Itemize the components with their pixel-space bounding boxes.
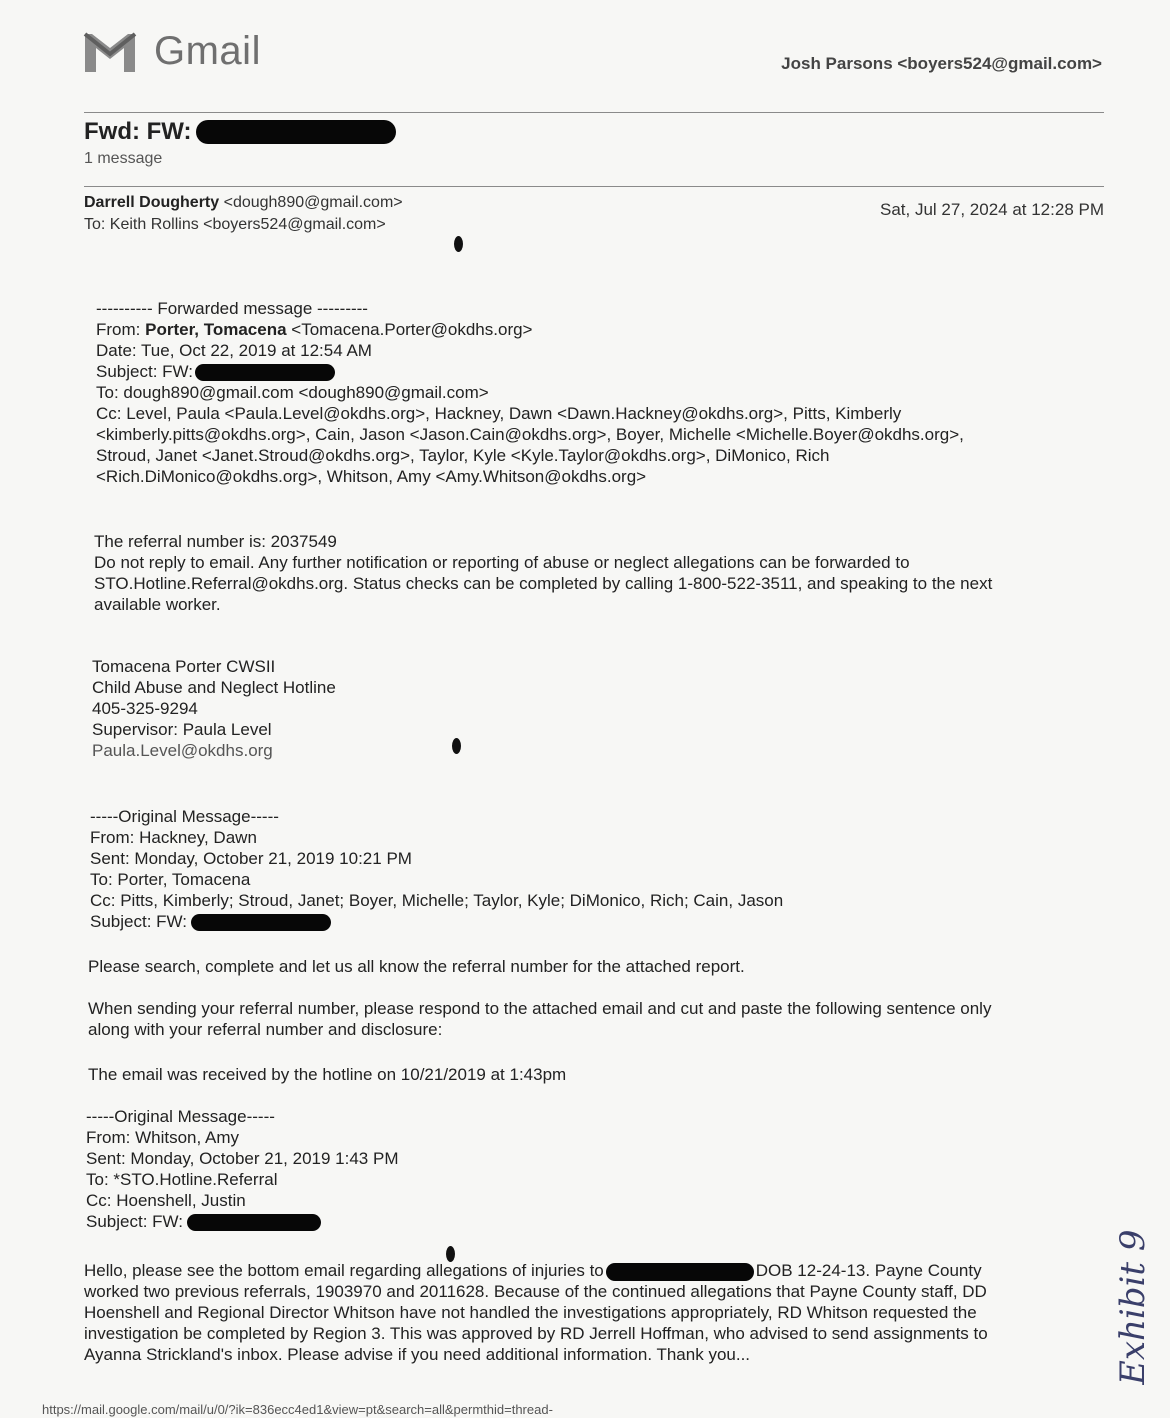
original-message-body: Please search, complete and let us all know the referral number for the attached report. [88, 957, 745, 976]
punch-hole-mark [452, 738, 461, 754]
subject-divider [84, 186, 1104, 187]
forwarded-divider: ---------- Forwarded message --------- [96, 299, 368, 318]
forwarded-cc-line: Cc: Level, Paula <Paula.Level@okdhs.org>, Hackney, Dawn <Dawn.Hackney@okdhs.org>, Pitts, Kimberly [96, 404, 902, 423]
thread-subject [84, 118, 396, 146]
forwarded-cc-line: <Rich.DiMonico@okdhs.org>, Whitson, Amy <Amy.Whitson@okdhs.org> [96, 467, 647, 486]
name-redaction [606, 1263, 754, 1281]
gmail-m-icon [82, 28, 138, 74]
subject-redaction [191, 914, 331, 931]
email-signature: Tomacena Porter CWSII Child Abuse and Neglect Hotline 405-325-9294 Supervisor: Paula Level Paula.Level@okdhs.org [92, 657, 336, 760]
received-sentence: The email was received by the hotline on 10/21/2019 at 1:43pm [88, 1065, 567, 1084]
recipient-line: To: Keith Rollins <boyers524@gmail.com> [84, 216, 386, 233]
sender-email: <dough890@gmail.com> [223, 194, 403, 211]
footer-url: https://mail.google.com/mail/u/0/?ik=836ecc4ed1&view=pt&search=all&permthid=thread- [42, 1402, 553, 1417]
referral-notice: The referral number is: 2037549 Do not reply to email. Any further notification or reporting of abuse or neglect allegations can be forwarded to STO.Hotline.Referral@okdhs.org. Status checks can be completed by calling 1-800-522-3511, and speaking to the next available worker. [94, 532, 993, 614]
forwarded-to: To: dough890@gmail.com <dough890@gmail.com> [96, 383, 489, 402]
forwarded-cc-line: <kimberly.pitts@okdhs.org>, Cain, Jason <Jason.Cain@okdhs.org>, Boyer, Michelle <Michelle.Boyer@okdhs.org>, [96, 425, 964, 444]
forwarded-date: Date: Tue, Oct 22, 2019 at 12:54 AM [96, 341, 372, 360]
original-message-instructions: When sending your referral number, please respond to the attached email and cut and paste the following sentence only along with your referral number and disclosure: [88, 999, 992, 1039]
subject-redaction [195, 364, 335, 381]
exhibit-handwriting [1110, 1215, 1160, 1385]
header-divider [84, 112, 1104, 113]
original-message-header: -----Original Message----- From: Whitson, Amy Sent: Monday, October 21, 2019 1:43 PM To: *STO.Hotline.Referral Cc: Hoenshell, Justin Subject: FW: [86, 1107, 399, 1231]
allegation-paragraph: Hello, please see the bottom email regarding allegations of injuries to DOB 12-24-13. Payne County worked two previous referrals, 1903970 and 2011628. Because of the continued allegations that Payne County staff, DD Hoenshell and Regional Director Whitson have not handled the investigations appropriately, RD Whitson requested the investigation be completed by Region 3. This was approved by RD Jerrell Hoffman, who advised to send assignments to Ayanna Strickland's inbox. Please advise if you need additional information. Thank you... [84, 1261, 988, 1364]
forwarded-subject: Subject: FW: [96, 361, 964, 382]
gmail-logo [82, 28, 261, 74]
account-label: Josh Parsons <boyers524@gmail.com> [781, 54, 1102, 73]
subject-redaction [187, 1214, 321, 1231]
forwarded-cc-line: Stroud, Janet <Janet.Stroud@okdhs.org>, Taylor, Kyle <Kyle.Taylor@okdhs.org>, DiMonico, Rich [96, 446, 830, 465]
forwarded-header [96, 298, 964, 487]
message-date: Sat, Jul 27, 2024 at 12:28 PM [880, 200, 1104, 219]
gmail-wordmark: Gmail [154, 28, 261, 73]
message-header [84, 192, 403, 236]
forwarded-from: From: Porter, Tomacena <Tomacena.Porter@okdhs.org> [96, 320, 533, 339]
punch-hole-mark [454, 236, 463, 252]
subject-redaction [196, 120, 396, 144]
original-message-header: -----Original Message----- From: Hackney, Dawn Sent: Monday, October 21, 2019 10:21 PM To: Porter, Tomacena Cc: Pitts, Kimberly; Stroud, Janet; Boyer, Michelle; Taylor, Kyle; DiMonico, Rich; Cain, Jason Subject: FW: [90, 807, 784, 931]
subject-prefix: Fwd: FW: [84, 118, 192, 145]
sender-name: Darrell Dougherty [84, 194, 220, 211]
message-count: 1 message [84, 150, 163, 167]
svg-text:Exhibit 9: Exhibit 9 [1113, 1229, 1153, 1385]
